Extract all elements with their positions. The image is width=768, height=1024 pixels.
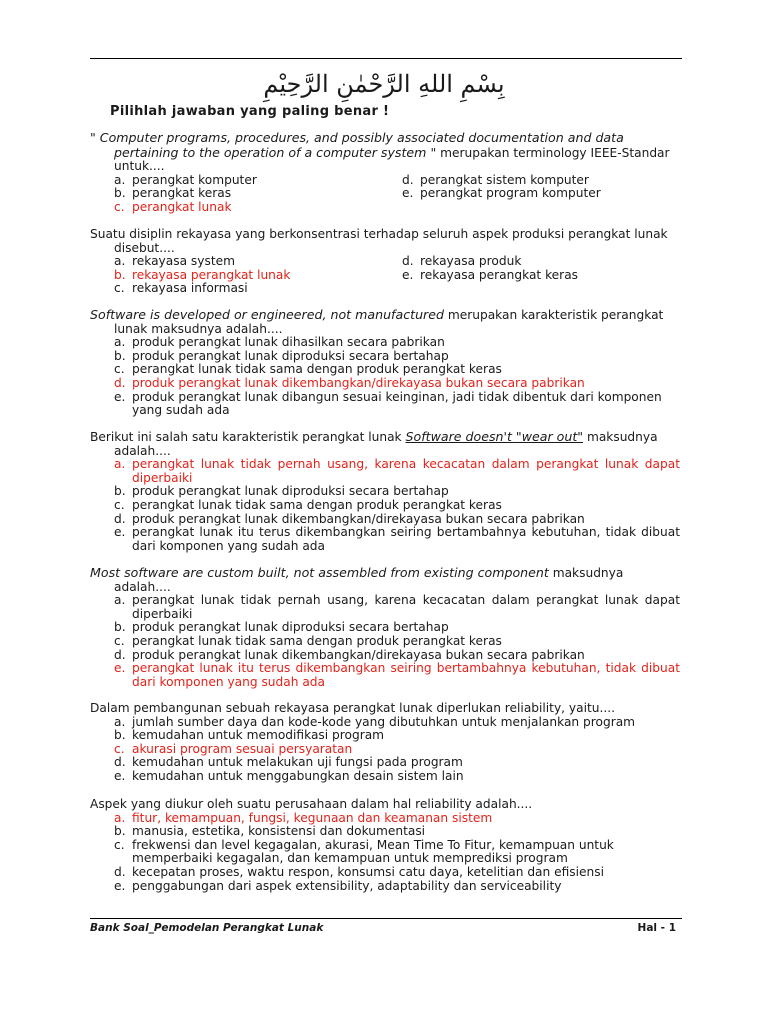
option-d <box>378 255 658 269</box>
option-text: kecepatan proses, waktu respon, konsumsi catu daya, ketelitian dan efisiensi <box>132 864 604 879</box>
option-text: perangkat program komputer <box>420 186 601 201</box>
option-letter: d. <box>402 172 414 187</box>
question-3-options <box>90 336 680 418</box>
question-1-options <box>90 174 680 215</box>
question-6-options <box>90 716 680 784</box>
option-text: perangkat lunak tidak sama dengan produk perangkat keras <box>132 497 502 512</box>
basmala-text: بِسْمِ اللهِ الرَّحْمٰنِ الرَّحِيْمِ <box>263 70 505 98</box>
option-text: produk perangkat lunak dikembangkan/direkayasa bukan secara pabrikan <box>132 375 585 390</box>
option-c <box>90 282 378 296</box>
question-1-stem <box>90 131 680 174</box>
question-3-stem-rest: merupakan karakteristik perangkat lunak maksudnya adalah.... <box>114 308 664 336</box>
option-letter: c. <box>114 362 125 377</box>
option-text: manusia, estetika, konsistensi dan dokumentasi <box>132 824 426 839</box>
option-text: produk perangkat lunak diproduksi secara bertahap <box>132 348 449 363</box>
option-b <box>90 350 680 364</box>
question-5 <box>90 566 680 689</box>
option-text: produk perangkat lunak diproduksi secara bertahap <box>132 484 449 499</box>
option-b <box>90 621 680 635</box>
option-letter: b. <box>114 267 126 282</box>
option-letter: e. <box>114 661 126 676</box>
option-e-answer <box>90 662 680 689</box>
option-text: akurasi program sesuai persyaratan <box>132 741 353 756</box>
option-e <box>90 880 680 894</box>
option-text: kemudahan untuk memodifikasi program <box>132 728 385 743</box>
option-letter: c. <box>114 741 125 756</box>
option-letter: b. <box>114 348 126 363</box>
option-text: perangkat lunak tidak sama dengan produk perangkat keras <box>132 633 502 648</box>
option-b-answer <box>90 269 378 283</box>
option-c <box>90 635 680 649</box>
option-letter: a. <box>114 335 126 350</box>
option-b <box>90 729 680 743</box>
option-a <box>90 336 680 350</box>
option-e <box>90 391 680 418</box>
question-6-stem: Dalam pembangunan sebuah rekayasa perangkat lunak diperlukan reliability, yaitu.... <box>90 701 615 715</box>
option-letter: a. <box>114 593 126 608</box>
question-6 <box>90 702 680 784</box>
question-7-stem: Aspek yang diukur oleh suatu perusahaan dalam hal reliability adalah.... <box>90 797 533 811</box>
instruction-heading: Pilihlah jawaban yang paling benar ! <box>110 104 390 119</box>
option-e <box>90 770 680 784</box>
option-letter: d. <box>114 864 126 879</box>
question-3 <box>90 308 680 418</box>
question-3-stem <box>90 308 680 336</box>
basmala-calligraphy <box>0 66 768 102</box>
option-b <box>90 187 378 201</box>
option-text: kemudahan untuk melakukan uji fungsi pada program <box>132 755 463 770</box>
option-letter: b. <box>114 484 126 499</box>
footer-rule <box>90 918 682 919</box>
option-text: rekayasa produk <box>420 254 522 269</box>
question-5-stem <box>90 566 680 594</box>
question-5-stem-italic: Most software are custom built, not assembled from existing component <box>90 565 549 580</box>
option-a <box>90 255 378 269</box>
page-number: Hal - 1 <box>637 922 676 934</box>
option-d <box>378 174 658 188</box>
option-text: perangkat lunak tidak pernah usang, karena kecacatan dalam perangkat lunak dapat diperbaiki <box>132 593 680 621</box>
option-text: perangkat lunak itu terus dikembangkan seiring bertambahnya kebutuhan, tidak dibuat dari komponen yang sudah ada <box>132 661 680 689</box>
question-2-stem: Suatu disiplin rekayasa yang berkonsentrasi terhadap seluruh aspek produksi perangkat lunak disebut.... <box>90 227 668 255</box>
option-e <box>378 187 658 201</box>
option-letter: a. <box>114 254 126 269</box>
question-4-stem <box>90 430 680 458</box>
option-letter: d. <box>114 511 126 526</box>
option-text: produk perangkat lunak dibangun sesuai keinginan, jadi tidak dibentuk dari komponen yang sudah ada <box>132 389 662 418</box>
question-1 <box>90 131 680 215</box>
option-letter: e. <box>114 768 126 783</box>
option-a <box>90 716 680 730</box>
option-d-answer <box>90 377 680 391</box>
question-5-options <box>90 594 680 689</box>
option-letter: c. <box>114 633 125 648</box>
option-text: produk perangkat lunak dihasilkan secara pabrikan <box>132 335 445 350</box>
option-text: perangkat lunak itu terus dikembangkan seiring bertambahnya kebutuhan, tidak dibuat dari komponen yang sudah ada <box>132 525 680 553</box>
question-7 <box>90 798 680 893</box>
question-3-stem-italic: Software is developed or engineered, not manufactured <box>90 307 444 322</box>
option-letter: b. <box>114 186 126 201</box>
option-text: rekayasa informasi <box>132 281 248 296</box>
question-1-stem-rest: merupakan terminology IEEE-Standar untuk.... <box>114 145 670 174</box>
option-e <box>378 269 658 283</box>
option-c-answer <box>90 201 378 215</box>
option-d <box>90 756 680 770</box>
option-text: fitur, kemampuan, fungsi, kegunaan dan keamanan sistem <box>132 810 493 825</box>
option-text: perangkat komputer <box>132 172 257 187</box>
option-a-answer <box>90 458 680 485</box>
option-letter: c. <box>114 837 125 852</box>
option-a-answer <box>90 812 680 826</box>
question-5-stem-rest: maksudnya adalah.... <box>114 566 624 594</box>
option-letter: c. <box>114 281 125 296</box>
option-text: rekayasa system <box>132 254 235 269</box>
question-2 <box>90 228 680 296</box>
option-text: kemudahan untuk menggabungkan desain sistem lain <box>132 768 464 783</box>
option-text: perangkat sistem komputer <box>420 172 589 187</box>
option-letter: c. <box>114 497 125 512</box>
option-d <box>90 866 680 880</box>
option-c <box>90 839 680 866</box>
question-4 <box>90 430 680 553</box>
option-c-answer <box>90 743 680 757</box>
option-text: perangkat lunak <box>132 199 232 214</box>
option-text: produk perangkat lunak dikembangkan/direkayasa bukan secara pabrikan <box>132 647 585 662</box>
option-letter: e. <box>114 389 126 404</box>
option-text: jumlah sumber daya dan kode-kode yang dibutuhkan untuk menjalankan program <box>132 714 636 729</box>
option-letter: d. <box>114 375 126 390</box>
option-letter: e. <box>402 267 414 282</box>
option-text: produk perangkat lunak diproduksi secara bertahap <box>132 620 449 635</box>
option-a <box>90 174 378 188</box>
option-letter: b. <box>114 728 126 743</box>
option-letter: a. <box>114 172 126 187</box>
option-text: penggabungan dari aspek extensibility, adaptability dan serviceability <box>132 878 562 893</box>
option-letter: e. <box>114 878 126 893</box>
option-a <box>90 594 680 621</box>
option-d <box>90 513 680 527</box>
footer-title: Bank Soal_Pemodelan Perangkat Lunak <box>90 922 324 934</box>
option-text: rekayasa perangkat lunak <box>132 267 291 282</box>
option-text: produk perangkat lunak dikembangkan/direkayasa bukan secara pabrikan <box>132 511 585 526</box>
option-text: perangkat lunak tidak sama dengan produk perangkat keras <box>132 362 502 377</box>
question-1-stem-italic: " Computer programs, procedures, and possibly associated documentation and data pertaining to the operation of a computer system " <box>90 130 624 160</box>
option-d <box>90 649 680 663</box>
header-rule <box>90 58 682 59</box>
option-letter: e. <box>402 186 414 201</box>
option-letter: a. <box>114 714 126 729</box>
question-4-stem-post: maksudnya adalah.... <box>114 430 658 458</box>
option-letter: a. <box>114 810 126 825</box>
option-letter: e. <box>114 525 126 540</box>
option-letter: a. <box>114 457 126 472</box>
option-letter: b. <box>114 824 126 839</box>
question-4-options <box>90 458 680 553</box>
question-7-options <box>90 812 680 894</box>
option-text: perangkat lunak tidak pernah usang, karena kecacatan dalam perangkat lunak dapat diperbaiki <box>132 457 680 485</box>
option-text: frekwensi dan level kegagalan, akurasi, Mean Time To Fitur, kemampuan untuk memperbaiki kegagalan, dan kemampuan untuk memprediksi program <box>132 837 614 866</box>
question-2-options <box>90 255 680 296</box>
option-text: rekayasa perangkat keras <box>420 267 579 282</box>
option-e <box>90 526 680 553</box>
option-letter: d. <box>402 254 414 269</box>
option-letter: d. <box>114 755 126 770</box>
option-letter: c. <box>114 199 125 214</box>
question-4-stem-pre: Berikut ini salah satu karakteristik perangkat lunak <box>90 430 406 444</box>
option-letter: d. <box>114 647 126 662</box>
option-b <box>90 825 680 839</box>
question-4-stem-italic: Software doesn't "wear out" <box>405 429 584 444</box>
option-b <box>90 485 680 499</box>
option-c <box>90 499 680 513</box>
option-letter: b. <box>114 620 126 635</box>
option-text: perangkat keras <box>132 186 232 201</box>
option-c <box>90 363 680 377</box>
